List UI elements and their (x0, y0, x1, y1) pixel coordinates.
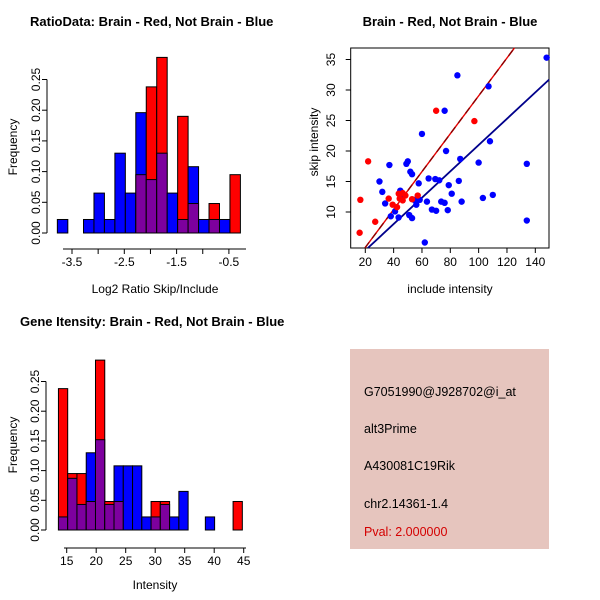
point-brain (471, 118, 477, 124)
y-tick-label: 0.15 (28, 429, 42, 453)
ratio-histogram-ylabel: Frequency (6, 118, 20, 176)
bar-blue (104, 219, 114, 233)
gene-histogram-ylabel: Frequency (6, 416, 20, 474)
gene-histogram-xlabel: Intensity (132, 578, 178, 592)
ratio-histogram-plot (29, 57, 246, 269)
point-notbrain (543, 54, 549, 60)
y-tick-label: 20 (324, 144, 338, 158)
point-brain (357, 197, 363, 203)
point-notbrain (376, 178, 382, 184)
x-tick-label: 100 (468, 255, 489, 269)
scatter-xlabel: include intensity (407, 282, 493, 296)
plot-box (351, 48, 549, 248)
x-tick-label: 140 (525, 255, 546, 269)
x-tick-label: -3.5 (61, 255, 83, 269)
bar-overlap (105, 504, 114, 530)
splice-type-text: alt3Prime (364, 422, 417, 436)
notbrain-fit-line (368, 80, 549, 248)
point-notbrain (487, 138, 493, 144)
point-notbrain (425, 175, 431, 181)
bar-overlap (114, 501, 123, 530)
point-brain (356, 230, 362, 236)
point-brain (372, 219, 378, 225)
bar-overlap (136, 175, 146, 233)
point-brain (415, 192, 421, 198)
brain-fit-line-dashed (365, 48, 515, 248)
bar-overlap (157, 153, 167, 233)
bar-blue (115, 153, 125, 233)
x-tick-label: 25 (119, 554, 133, 568)
point-brain (433, 108, 439, 114)
point-notbrain (419, 131, 425, 137)
ratio-histogram-title: RatioData: Brain - Red, Not Brain - Blue (30, 14, 274, 29)
y-tick-label: 0.20 (28, 399, 42, 423)
bar-blue (84, 219, 94, 233)
point-notbrain (409, 171, 415, 177)
point-notbrain (456, 178, 462, 184)
y-tick-label: 25 (324, 113, 338, 128)
scatter-ylabel: skip intensity (307, 107, 321, 177)
bar-overlap (95, 440, 104, 530)
bar-red (58, 389, 67, 530)
y-tick-label: 0.05 (28, 488, 42, 512)
histogram-bars (57, 57, 240, 233)
y-tick-label: 0.25 (28, 369, 42, 394)
point-brain (409, 196, 415, 202)
point-notbrain (433, 208, 439, 214)
point-notbrain (416, 180, 422, 186)
y-tick-label: 0.25 (29, 67, 43, 92)
point-notbrain (458, 198, 464, 204)
bar-blue (142, 517, 151, 530)
point-notbrain (524, 217, 530, 223)
y-tick-label: 30 (324, 83, 338, 97)
bar-blue (123, 466, 132, 530)
bar-red (230, 175, 240, 233)
point-notbrain (379, 189, 385, 195)
point-notbrain (424, 198, 430, 204)
bar-blue (205, 517, 214, 530)
point-notbrain (388, 213, 394, 219)
gene-histogram-title: Gene Itensity: Brain - Red, Not Brain - Blue (20, 314, 285, 329)
point-notbrain (485, 83, 491, 89)
bar-overlap (209, 219, 219, 233)
intensity-scatter-plot (324, 48, 550, 269)
point-notbrain (480, 195, 486, 201)
point-notbrain (441, 200, 447, 206)
bar-overlap (151, 517, 160, 530)
point-brain (365, 158, 371, 164)
x-tick-label: 35 (178, 554, 192, 568)
bar-red (233, 501, 242, 530)
y-tick-label: 0.10 (28, 458, 42, 483)
pval-text: Pval: 2.000000 (364, 525, 448, 539)
x-tick-label: 60 (415, 255, 429, 269)
point-brain (385, 195, 391, 201)
y-tick-label: 0.20 (29, 98, 43, 122)
y-tick-label: 0.00 (29, 221, 43, 245)
point-brain (402, 192, 408, 198)
point-notbrain (475, 159, 481, 165)
histogram-bars (58, 360, 242, 530)
y-tick-label: 0.10 (29, 159, 43, 184)
y-tick-label: 0.15 (29, 129, 43, 153)
point-notbrain (405, 158, 411, 164)
x-tick-label: 45 (237, 554, 251, 568)
gene-name-text: A430081C19Rik (364, 459, 456, 473)
point-notbrain (441, 108, 447, 114)
point-notbrain (422, 239, 428, 245)
probe-id-text: G7051990@J928702@i_at (364, 385, 516, 399)
bar-overlap (77, 504, 86, 530)
bar-overlap (178, 219, 188, 233)
bar-overlap (58, 517, 67, 530)
y-tick-label: 10 (324, 205, 338, 219)
x-tick-label: 40 (386, 255, 401, 269)
x-tick-label: -1.5 (166, 255, 187, 269)
bar-overlap (188, 204, 198, 233)
bar-overlap (160, 504, 169, 530)
bar-blue (219, 219, 229, 233)
x-tick-label: 40 (207, 554, 221, 568)
point-notbrain (445, 207, 451, 213)
x-tick-label: 80 (443, 255, 457, 269)
point-notbrain (386, 162, 392, 168)
point-notbrain (524, 161, 530, 167)
bar-overlap (86, 501, 95, 530)
point-notbrain (409, 215, 415, 221)
bar-overlap (146, 180, 156, 233)
point-notbrain (443, 148, 449, 154)
bar-blue (179, 491, 188, 530)
y-tick-label: 0.00 (28, 518, 42, 542)
chromosome-text: chr2.14361-1.4 (364, 497, 449, 511)
gene-intensity-histogram-plot (28, 360, 251, 568)
y-tick-label: 0.05 (29, 190, 43, 214)
bar-blue (167, 193, 177, 233)
point-notbrain (490, 192, 496, 198)
y-tick-label: 15 (324, 174, 338, 189)
point-notbrain (395, 214, 401, 220)
scatter-points (356, 54, 549, 245)
x-tick-label: -0.5 (218, 255, 240, 269)
point-notbrain (457, 156, 463, 162)
x-tick-label: 15 (60, 554, 74, 568)
x-tick-label: 20 (89, 554, 103, 568)
x-tick-label: -2.5 (113, 255, 135, 269)
y-tick-label: 35 (324, 52, 338, 67)
gene-info-box (350, 349, 549, 549)
bar-blue (57, 219, 67, 233)
bar-blue (133, 466, 142, 530)
ratio-histogram-xlabel: Log2 Ratio Skip/Include (91, 282, 219, 296)
x-tick-label: 30 (148, 554, 162, 568)
bar-blue (199, 219, 209, 233)
x-tick-label: 120 (496, 255, 517, 269)
x-tick-label: 20 (358, 255, 372, 269)
bar-red (178, 116, 188, 233)
point-brain (394, 204, 400, 210)
point-notbrain (446, 182, 452, 188)
bar-blue (94, 193, 104, 233)
bar-overlap (68, 478, 77, 530)
point-notbrain (436, 177, 442, 183)
bar-blue (125, 193, 135, 233)
point-notbrain (449, 191, 455, 197)
point-notbrain (454, 72, 460, 78)
scatter-title: Brain - Red, Not Brain - Blue (362, 14, 538, 29)
bar-blue (170, 517, 179, 530)
